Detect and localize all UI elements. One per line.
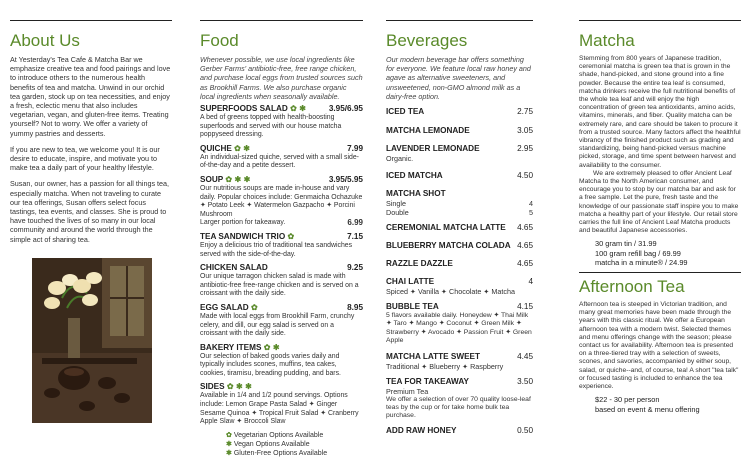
item-description: An individual-sized quiche, served with a small side-of-the-day and a petite dessert. [200,153,359,170]
matcha-prices [579,239,741,268]
beverage-name: ICED MATCHA [386,171,443,181]
beverage-price: 4.50 [517,171,533,181]
beverage-name: MATCHA LATTE SWEET [386,351,480,361]
beverage-tea-for-takeaway [386,377,533,421]
beverage-price: 4.65 [517,241,533,251]
item-description: Our nutritious soups are made in-house and vary daily. Popular choices include: Genmaicha Ochazuke ✦ Potato Leek ✦ Watermelon Gazpacho ✦ Porcini Mushroom [200,184,363,218]
menu-item-chicken-salad [200,263,363,299]
beverage-name: BUBBLE TEA [386,302,439,312]
diet-icons: ✿ [287,231,295,241]
beverage-name: BLUEBERRY MATCHA COLADA [386,241,511,251]
afternoon-tea-price [579,395,741,414]
beverage-sub: Traditional ✦ Blueberry ✦ Raspberry [386,361,504,371]
beverage-description: We offer a selection of over 70 quality loose-leaf teas by the cup or for take home bulk tea purchase. [386,395,531,420]
legend-label: Vegan Options Available [233,440,310,448]
beverage-price: 3.05 [517,126,533,136]
diet-icons: ✿ ✱ [263,342,280,352]
menu-item-quiche [200,144,363,171]
item-description: Made with local eggs from Brookhill Farm, crunchy celery, and dill, our egg salad is served on a croissant with the daily side. [200,312,355,338]
divider [579,20,741,21]
item-extra: Larger portion for takeaway. [200,219,286,227]
beverage-add-raw-honey [386,426,533,436]
beverage-price: 2.95 [517,144,533,154]
diet-icons: ✿ ✱ ✱ [226,382,252,392]
beverage-matcha-shot [386,189,533,217]
food-intro: Whenever possible, we use local ingredients like Gerber Farms' antibiotic-free, free range chicken, and purchase local eggs from trusted sources such as Brookhill Farms. We also purchase organic local ingredients when seasonally available. [200,55,363,101]
item-price: 7.99 [347,143,363,153]
food-column [200,0,363,455]
vegetarian-icon: ✿ [226,431,232,439]
diet-icons: ✿ [250,302,258,312]
item-price: 3.95/5.95 [328,174,363,184]
item-description: Our unique tarragon chicken salad is made with antibiotic-free free-range chicken and is served on a croissant with the daily side. [200,273,359,298]
beverage-sub: Premium Tea [386,386,429,396]
diet-icons: ✿ ✱ ✱ [225,174,251,184]
divider [579,272,741,273]
beverage-price: 2.75 [517,107,533,117]
item-price: 8.95 [347,302,363,312]
beverage-price: 3.50 [517,376,533,386]
beverage-chai-latte [386,277,533,296]
food-title: Food [200,31,239,50]
about-paragraph-2: If you are new to tea, we welcome you! It is our desire to educate, inspire, and motivate you to make tea a daily part of your healthy lifestyle. [10,144,160,173]
menu-item-soup [200,175,363,228]
item-name: BAKERY ITEMS [200,342,262,352]
matcha-price: 100 gram refill bag / 69.99 [595,248,681,258]
afternoon-tea-title: Afternoon Tea [579,276,685,296]
beverage-price: 4.65 [517,259,533,269]
beverage-name: ICED TEA [386,107,425,117]
matcha-paragraph-1: Stemming from 800 years of Japanese tradition, ceremonial matcha is green tea that is grown in the shade, hand-picked, and stone ground into a fine powder. Because the entire tea leaf is consumed, matcha drinkers receive the full nutritional benefits of the whole tea leaf and will enjoy the high concentration of green tea antioxidants, amino acids, vitamins, minerals, and fiber. Quality matcha can be extremely rare, and care should be taken to procure it from a trusted source. Many factors affect the healthful vibrancy of the finished product such as grading and standardizing, being hand-picked versus machine picked, storage, and time spent between harvest and availability to the consumer. [579,55,741,169]
afternoon-tea-paragraph: Afternoon tea is steeped in Victorian tradition, and many great memories have been made through the years with this classic ritual. We offer a European afternoon tea with a modern twist. Selected themes and menu offerings change with the season; please contact us for availability. Afternoon tea is presented on a three-tiered tray with a selection of sweets, scones, and savories, accompanied by either soup, salad, or quiche--and, of course, tea! A short "tea talk" or focused tasting is included to enhance the tea experience. [579,300,739,390]
divider [200,20,363,21]
afternoon-note: based on event & menu offering [595,404,700,414]
beverage-name: RAZZLE DAZZLE [386,259,453,269]
beverage-price: 4.15 [517,302,533,312]
item-description: A bed of greens topped with health-boosting superfoods and served with our house matcha poppyseed dressing. [200,114,342,139]
beverage-price: 4.65 [517,223,533,233]
item-name: SIDES [200,382,225,392]
beverage-name: CHAI LATTE [386,277,435,287]
beverage-iced-tea [386,107,533,117]
shot-size: Single [386,199,406,209]
item-name: SOUP [200,174,224,184]
shot-size: Double [386,208,409,218]
beverage-matcha-lemonade [386,126,533,136]
matcha-price: 30 gram tin / 31.99 [595,239,657,249]
beverage-lavender-lemonade [386,144,533,163]
beverage-sub: Spiced ✦ Vanilla ✦ Chocolate ✦ Matcha [386,287,516,297]
menu-item-sides [200,382,363,426]
beverage-name: ADD RAW HONEY [386,425,457,435]
matcha-paragraph-2: We are extremely pleased to offer Ancient Leaf Matcha to the North American consumer, and encourage you to stop by our matcha bar and ask for a free sample. Let the pure, fresh taste and the knowledge of our passionate staff inspire you to make matcha a healthy part of your lifestyle. Our retail store carries the full line of Ancient Leaf Matcha products and beautiful Japanese accessories. [579,169,739,235]
about-paragraph-3: Susan, our owner, has a passion for all things tea, especially matcha. When not traveling to curate our tea offerings, Susan offers select focus tastings, tea events, and classes. She is proud to have touched the lives of so many in our local community and around the world through the simple act of sharing tea. [10,179,170,244]
matcha-title: Matcha [579,31,635,50]
menu-item-tea-sandwich-trio [200,232,363,259]
item-name: TEA SANDWICH TRIO [200,231,286,241]
beverage-bubble-tea [386,302,533,346]
shot-price: 5 [529,208,533,218]
shot-price: 4 [529,199,533,209]
item-description: Available in 1/4 and 1/2 pound servings. Options include: Lemon Grape Pasta Salad ✦ Ginger Sesame Quinoa ✦ Tropical Fruit Salad ✦ Cranberry Apple Slaw ✦ Broccoli Slaw [200,392,359,426]
divider [10,20,172,21]
beverage-name: MATCHA SHOT [386,189,446,199]
item-name: EGG SALAD [200,302,249,312]
beverage-matcha-latte-sweet [386,352,533,371]
about-title: About Us [10,31,80,50]
beverage-blueberry-matcha-colada [386,241,533,251]
beverage-price: 4 [528,277,533,287]
beverage-sub: Organic. [386,154,414,164]
legend-label: Vegetarian Options Available [233,431,324,439]
tea-cafe-photo [32,258,152,423]
menu-item-bakery-items [200,343,363,379]
item-name: QUICHE [200,143,232,153]
menu-item-superfoods-salad [200,104,363,140]
item-description: Enjoy a delicious trio of traditional tea sandwiches served with the side-of-the-day. [200,241,353,258]
beverage-iced-matcha [386,171,533,181]
item-description: Our selection of baked goods varies daily and typically includes scones, muffins, tea cakes, cookies, tiramisu, breading pudding, and bars. [200,352,341,377]
matcha-column [579,0,741,455]
beverages-title: Beverages [386,31,468,50]
item-price: 3.95/6.95 [328,104,363,114]
beverage-sub: 5 flavors available daily. Honeydew ✦ Thai Milk ✦ Taro ✦ Mango ✦ Coconut ✦ Green Milk ✦ Strawberry ✦ Avocado ✦ Passion Fruit ✦ Green Apple [386,312,532,345]
beverages-intro: Our modern beverage bar offers something for everyone. We feature local raw honey and agave as alternative sweeteners, and unsweetened, non-GMO almond milk as a dairy-free option. [386,55,531,101]
beverage-price: 4.45 [517,351,533,361]
gluten-free-icon: ✱ [226,449,232,457]
vegan-icon: ✱ [226,440,232,448]
beverage-razzle-dazzle [386,259,533,269]
matcha-price: matcha in a minute® / 24.99 [595,258,688,268]
item-name: SUPERFOODS SALAD [200,104,288,114]
item-price: 7.15 [347,231,363,241]
menu-item-egg-salad [200,303,363,339]
beverages-column [386,0,533,455]
beverage-name: CEREMONIAL MATCHA LATTE [386,223,506,233]
item-price: 9.25 [347,263,363,273]
beverage-name: MATCHA LEMONADE [386,126,470,136]
afternoon-price: $22 - 30 per person [595,395,660,405]
diet-legend [200,431,363,458]
beverage-name: LAVENDER LEMONADE [386,144,480,154]
item-extra-price: 6.99 [347,218,363,228]
legend-label: Gluten-Free Options Available [233,449,328,457]
beverage-name: TEA FOR TAKEAWAY [386,376,469,386]
beverage-price: 0.50 [517,425,533,435]
diet-icons: ✿ ✱ [234,143,251,153]
divider [386,20,533,21]
item-name: CHICKEN SALAD [200,263,268,273]
diet-icons: ✿ ✱ [290,104,307,114]
beverage-ceremonial-matcha-latte [386,223,533,233]
about-paragraph-1: At Yesterday's Tea Cafe & Matcha Bar we emphasize creative tea and food pairings and love to introduce others to the numerous health benefits of tea and matcha. Unwind in our orchid tea garden, stock up on tea necessities, and enjoy a fresh, eclectic menu that also includes vegetarian, vegan, and gluten-free items. Treating yourself? Not to worry. We offer a variety of yummy pastries and desserts. [10,55,171,138]
